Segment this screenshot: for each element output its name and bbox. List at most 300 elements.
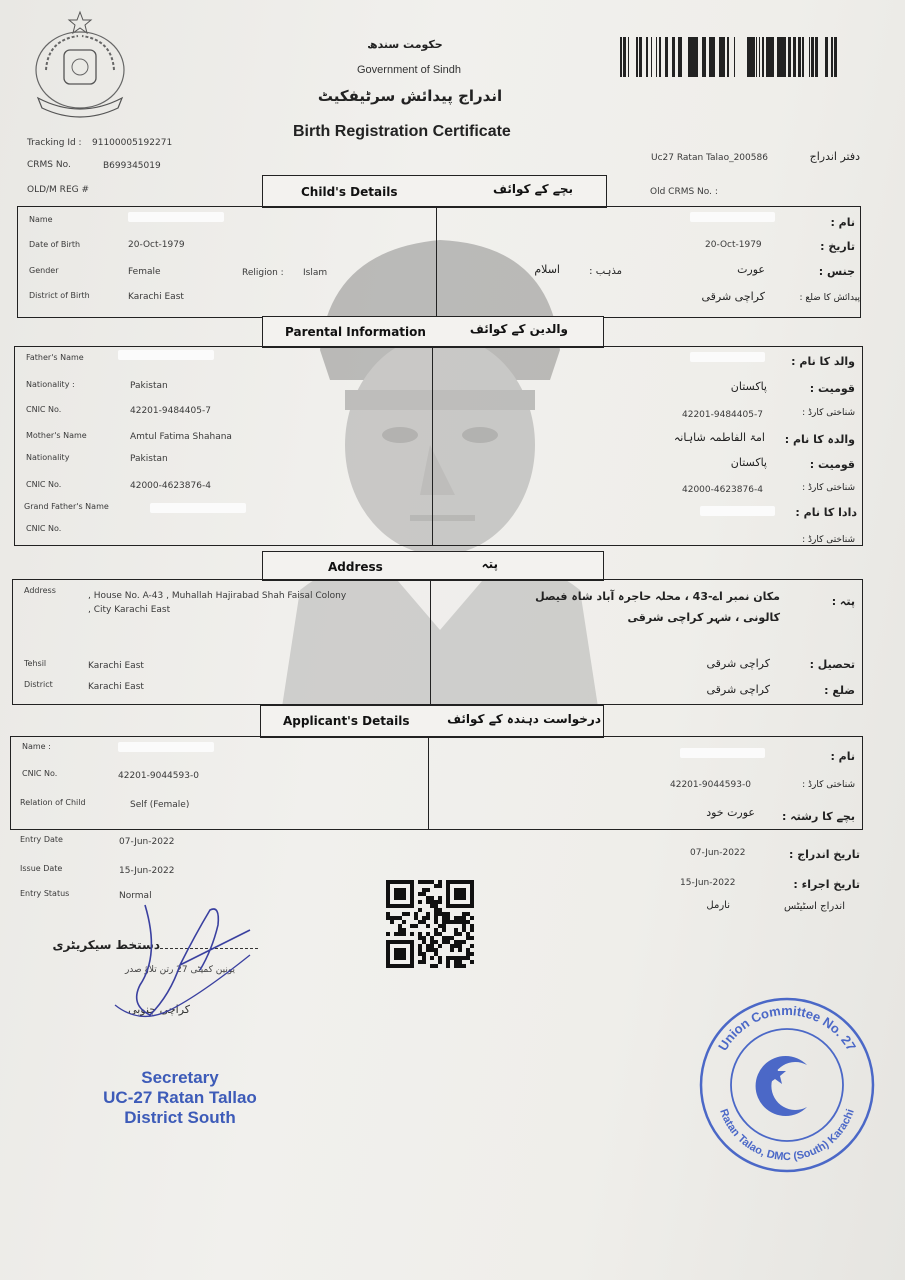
applicant-title-urdu: درخواست دہندہ کے کوائف bbox=[447, 712, 601, 726]
applicant-cnic-label-urdu: شناختی کارڈ : bbox=[802, 780, 855, 790]
qr-module bbox=[434, 900, 438, 904]
child-details-title-urdu: بچے کے کوائف bbox=[493, 182, 573, 196]
qr-module bbox=[422, 960, 426, 964]
nationality1-value-urdu: پاکستان bbox=[730, 380, 767, 393]
qr-module bbox=[430, 964, 434, 968]
qr-module bbox=[458, 960, 462, 964]
qr-module bbox=[466, 952, 470, 956]
barcode-bar bbox=[689, 37, 692, 77]
qr-module bbox=[430, 940, 434, 944]
barcode-bar bbox=[651, 37, 652, 77]
barcode-bar bbox=[825, 37, 828, 77]
govt-urdu: حکومت سندھ bbox=[367, 38, 443, 51]
barcode bbox=[620, 37, 840, 77]
secretary-line2: UC-27 Ratan Tallao bbox=[103, 1088, 257, 1107]
tracking-label: Tracking Id : bbox=[27, 138, 82, 148]
qr-module bbox=[454, 940, 458, 944]
barcode-bar bbox=[798, 37, 801, 77]
relation-value-urdu: عورت خود bbox=[706, 806, 755, 819]
qr-module bbox=[458, 916, 462, 920]
divider bbox=[432, 346, 433, 546]
qr-module bbox=[426, 900, 430, 904]
redacted-name bbox=[128, 212, 224, 222]
qr-module bbox=[426, 944, 430, 948]
qr-module bbox=[426, 924, 430, 928]
father-label-urdu: والد کا نام : bbox=[791, 355, 855, 368]
qr-module bbox=[414, 912, 418, 916]
cnic2-value: 42000-4623876-4 bbox=[130, 481, 211, 491]
barcode-bar bbox=[747, 37, 748, 77]
qr-module bbox=[418, 952, 422, 956]
qr-module bbox=[398, 924, 402, 928]
district-label-urdu-addr: ضلع : bbox=[824, 684, 855, 697]
qr-module bbox=[470, 924, 474, 928]
cnic3-label-urdu: شناختی کارڈ : bbox=[802, 535, 855, 545]
district-label-urdu: پیدائش کا ضلع : bbox=[799, 293, 860, 303]
district-value: Karachi East bbox=[88, 682, 144, 692]
secretary-line1: Secretary bbox=[141, 1068, 219, 1087]
divider bbox=[428, 736, 429, 830]
district-birth-label: District of Birth bbox=[29, 291, 90, 300]
qr-module bbox=[446, 964, 450, 968]
barcode-bar bbox=[656, 37, 657, 77]
sindh-emblem bbox=[28, 10, 132, 122]
gender-value-urdu: عورت bbox=[737, 263, 765, 276]
qr-module bbox=[418, 936, 422, 940]
qr-module bbox=[418, 932, 422, 936]
mother-name-value: Amtul Fatima Shahana bbox=[130, 432, 232, 442]
barcode-bar bbox=[748, 37, 750, 77]
parental-info-title-urdu: والدین کے کوائف bbox=[469, 322, 568, 336]
father-name-label: Father's Name bbox=[26, 353, 84, 362]
qr-module bbox=[454, 920, 458, 924]
address-header bbox=[262, 551, 604, 581]
entry-date-value: 07-Jun-2022 bbox=[119, 837, 175, 847]
qr-module bbox=[386, 916, 390, 920]
qr-module bbox=[422, 940, 426, 944]
cnic2-value-urdu-side: 42000-4623876-4 bbox=[682, 485, 763, 495]
barcode-bar bbox=[766, 37, 767, 77]
qr-module bbox=[402, 920, 406, 924]
redacted-grandfather-urdu bbox=[700, 506, 775, 516]
qr-module bbox=[454, 928, 458, 932]
stamp-bottom-text: Ratan Talao, DMC (South) Karachi bbox=[717, 1107, 857, 1164]
nationality2-label-urdu: قومیت : bbox=[809, 458, 855, 471]
qr-module bbox=[438, 924, 442, 928]
barcode-bar bbox=[659, 37, 660, 77]
qr-module bbox=[426, 932, 430, 936]
qr-module bbox=[402, 932, 406, 936]
qr-module bbox=[418, 880, 422, 884]
nationality1-label: Nationality : bbox=[26, 380, 75, 389]
entry-date-label-urdu: تاریخ اندراج : bbox=[789, 848, 860, 861]
barcode-bar bbox=[834, 37, 835, 77]
qr-module bbox=[426, 880, 430, 884]
barcode-bar bbox=[750, 37, 752, 77]
qr-module bbox=[442, 916, 446, 920]
qr-module bbox=[398, 928, 402, 932]
qr-module bbox=[434, 920, 438, 924]
qr-module bbox=[434, 916, 438, 920]
qr-module bbox=[422, 952, 426, 956]
grandfather-label-urdu: دادا کا نام : bbox=[795, 506, 857, 519]
entry-status-value-urdu: نارمل bbox=[706, 900, 730, 911]
issue-date-label-urdu: تاریخ اجراء : bbox=[793, 878, 860, 891]
qr-module bbox=[430, 944, 434, 948]
qr-module bbox=[458, 932, 462, 936]
barcode-bar bbox=[809, 37, 810, 77]
qr-module bbox=[438, 896, 442, 900]
relation-label: Relation of Child bbox=[20, 798, 86, 807]
qr-module bbox=[434, 952, 438, 956]
cnic1-value-urdu-side: 42201-9484405-7 bbox=[682, 410, 763, 420]
barcode-bar bbox=[702, 37, 705, 77]
barcode-bar bbox=[802, 37, 804, 77]
qr-module bbox=[434, 948, 438, 952]
issue-date-value-urdu-side: 15-Jun-2022 bbox=[680, 878, 736, 888]
signature-label-urdu: دستخط سیکریٹری bbox=[52, 938, 160, 952]
applicant-cnic-value: 42201-9044593-0 bbox=[118, 771, 199, 781]
dob-label: Date of Birth bbox=[29, 240, 81, 249]
barcode-bar bbox=[784, 37, 786, 77]
mother-label-urdu: والدہ کا نام : bbox=[784, 433, 855, 446]
qr-module bbox=[418, 900, 422, 904]
barcode-bar bbox=[620, 37, 622, 77]
gender-label: Gender bbox=[29, 266, 59, 275]
qr-module bbox=[450, 944, 454, 948]
qr-module bbox=[398, 932, 402, 936]
crms-value: B699345019 bbox=[103, 161, 161, 171]
address-line1: , House No. A-43 , Muhallah Hajirabad Shah Faisal Colony bbox=[88, 591, 347, 601]
qr-module bbox=[430, 956, 434, 960]
qr-module bbox=[442, 940, 446, 944]
qr-module bbox=[438, 960, 442, 964]
qr-module bbox=[446, 956, 450, 960]
qr-module bbox=[450, 920, 454, 924]
child-name-label: Name bbox=[29, 215, 53, 224]
issue-date-label: Issue Date bbox=[20, 864, 63, 873]
qr-module bbox=[418, 948, 422, 952]
crms-label: CRMS No. bbox=[27, 160, 71, 170]
nationality2-label: Nationality bbox=[26, 453, 70, 462]
applicant-name-label: Name : bbox=[22, 742, 51, 751]
qr-module bbox=[442, 928, 446, 932]
barcode-bar bbox=[688, 37, 689, 77]
title-english: Birth Registration Certificate bbox=[293, 123, 511, 140]
qr-module bbox=[462, 912, 466, 916]
divider bbox=[430, 579, 431, 705]
qr-module bbox=[466, 912, 470, 916]
qr-module bbox=[438, 900, 442, 904]
qr-finder bbox=[394, 948, 406, 960]
child-details-title: Child's Details bbox=[301, 185, 398, 199]
address-label-urdu: پتہ : bbox=[831, 595, 855, 608]
qr-module bbox=[426, 896, 430, 900]
qr-module bbox=[418, 944, 422, 948]
barcode-bar bbox=[722, 37, 724, 77]
barcode-bar bbox=[646, 37, 648, 77]
barcode-bar bbox=[680, 37, 682, 77]
qr-module bbox=[422, 892, 426, 896]
qr-module bbox=[458, 944, 462, 948]
barcode-bar bbox=[779, 37, 782, 77]
title-urdu: اندراج پیدائش سرٹیفکیٹ bbox=[317, 87, 503, 105]
qr-module bbox=[426, 916, 430, 920]
barcode-bar bbox=[767, 37, 769, 77]
entry-date-label: Entry Date bbox=[20, 835, 63, 844]
qr-module bbox=[462, 924, 466, 928]
address-line2-urdu: کالونی ، شہر کراچی شرقی bbox=[627, 611, 780, 624]
nationality2-value: Pakistan bbox=[130, 454, 168, 464]
qr-module bbox=[422, 956, 426, 960]
qr-module bbox=[450, 948, 454, 952]
qr-module bbox=[470, 928, 474, 932]
tehsil-label: Tehsil bbox=[24, 659, 47, 668]
qr-module bbox=[454, 932, 458, 936]
religion-label: Religion : bbox=[242, 268, 284, 278]
qr-module bbox=[438, 880, 442, 884]
old-reg-label: OLD/M REG # bbox=[27, 185, 90, 195]
qr-module bbox=[434, 908, 438, 912]
address-title-urdu: پتہ bbox=[481, 557, 498, 571]
qr-finder bbox=[394, 888, 406, 900]
qr-module bbox=[406, 912, 410, 916]
parental-info-box bbox=[14, 346, 863, 546]
qr-module bbox=[438, 884, 442, 888]
barcode-bar bbox=[709, 37, 710, 77]
govt-english: Government of Sindh bbox=[357, 64, 461, 76]
redacted-name-urdu bbox=[690, 212, 775, 222]
barcode-bar bbox=[660, 37, 661, 77]
qr-module bbox=[426, 888, 430, 892]
qr-module bbox=[442, 924, 446, 928]
qr-module bbox=[462, 956, 466, 960]
barcode-bar bbox=[811, 37, 814, 77]
qr-module bbox=[410, 932, 414, 936]
qr-module bbox=[462, 964, 466, 968]
qr-module bbox=[446, 916, 450, 920]
barcode-bar bbox=[719, 37, 722, 77]
qr-module bbox=[458, 948, 462, 952]
address-label: Address bbox=[24, 586, 56, 595]
union-committee-stamp bbox=[695, 995, 879, 1175]
address-title: Address bbox=[328, 560, 383, 574]
handwritten-signature bbox=[100, 895, 260, 1035]
child-name-label-urdu: نام : bbox=[830, 216, 855, 229]
qr-module bbox=[438, 944, 442, 948]
qr-module bbox=[454, 960, 458, 964]
barcode-bar bbox=[815, 37, 816, 77]
relation-value: Self (Female) bbox=[130, 800, 190, 810]
barcode-bar bbox=[752, 37, 755, 77]
gender-value: Female bbox=[128, 267, 161, 277]
qr-module bbox=[414, 916, 418, 920]
cnic2-label: CNIC No. bbox=[26, 480, 62, 489]
qr-module bbox=[394, 916, 398, 920]
qr-module bbox=[394, 932, 398, 936]
gender-label-urdu: جنس : bbox=[818, 265, 855, 278]
qr-module bbox=[466, 948, 470, 952]
barcode-bar bbox=[769, 37, 772, 77]
barcode-bar bbox=[756, 37, 757, 77]
qr-module bbox=[434, 884, 438, 888]
mother-name-label: Mother's Name bbox=[26, 431, 87, 440]
qr-module bbox=[386, 912, 390, 916]
qr-module bbox=[462, 920, 466, 924]
qr-module bbox=[438, 912, 442, 916]
qr-module bbox=[430, 880, 434, 884]
qr-module bbox=[438, 932, 442, 936]
divider bbox=[436, 206, 437, 318]
cnic2-label-urdu: شناختی کارڈ : bbox=[802, 483, 855, 493]
cnic3-label: CNIC No. bbox=[26, 524, 62, 533]
barcode-bar bbox=[625, 37, 626, 77]
secretary-stamp bbox=[60, 1068, 300, 1128]
barcode-bar bbox=[692, 37, 695, 77]
qr-module bbox=[454, 916, 458, 920]
old-crms-label: Old CRMS No. : bbox=[650, 187, 718, 197]
barcode-bar bbox=[762, 37, 764, 77]
redacted-applicant bbox=[118, 742, 214, 752]
qr-module bbox=[438, 956, 442, 960]
qr-module bbox=[422, 880, 426, 884]
barcode-bar bbox=[759, 37, 760, 77]
barcode-bar bbox=[831, 37, 833, 77]
barcode-bar bbox=[639, 37, 642, 77]
office-value: Uc27 Ratan Talao_200586 bbox=[651, 153, 768, 163]
office-urdu: دفتر اندراج bbox=[809, 150, 860, 163]
parental-info-title: Parental Information bbox=[285, 325, 426, 339]
signature-subtitle2-urdu: کراچی جنوبی bbox=[128, 1003, 190, 1016]
barcode-bar bbox=[788, 37, 791, 77]
qr-module bbox=[430, 948, 434, 952]
issue-date-value: 15-Jun-2022 bbox=[119, 866, 175, 876]
stamp-top-text: Union Committee No. 27 bbox=[715, 1002, 859, 1054]
qr-module bbox=[458, 920, 462, 924]
tracking-value: 91100005192271 bbox=[92, 138, 173, 148]
qr-module bbox=[434, 928, 438, 932]
qr-module bbox=[434, 932, 438, 936]
barcode-bar bbox=[710, 37, 712, 77]
signature-subtitle-urdu: یونین کمیٹی 27 رتن تلاؤ صدر bbox=[124, 965, 235, 975]
qr-module bbox=[426, 912, 430, 916]
qr-module bbox=[446, 920, 450, 924]
applicant-cnic-label: CNIC No. bbox=[22, 769, 58, 778]
barcode-bar bbox=[724, 37, 725, 77]
barcode-bar bbox=[623, 37, 625, 77]
barcode-bar bbox=[672, 37, 675, 77]
qr-module bbox=[434, 940, 438, 944]
barcode-bar bbox=[835, 37, 837, 77]
nationality1-value: Pakistan bbox=[130, 381, 168, 391]
grandfather-name-label: Grand Father's Name bbox=[24, 502, 109, 511]
qr-module bbox=[446, 912, 450, 916]
barcode-bar bbox=[678, 37, 680, 77]
barcode-bar bbox=[816, 37, 817, 77]
district-value-urdu-addr: کراچی شرقی bbox=[706, 683, 770, 696]
qr-module bbox=[454, 944, 458, 948]
dob-value-urdu-side: 20-Oct-1979 bbox=[705, 240, 762, 250]
barcode-bar bbox=[734, 37, 735, 77]
qr-module bbox=[430, 904, 434, 908]
qr-module bbox=[466, 920, 470, 924]
barcode-bar bbox=[714, 37, 715, 77]
qr-module bbox=[434, 964, 438, 968]
religion-value: Islam bbox=[303, 268, 328, 278]
tehsil-value-urdu: کراچی شرقی bbox=[706, 657, 770, 670]
barcode-bar bbox=[782, 37, 784, 77]
address-line1-urdu: مکان نمبر اے-43 ، محلہ حاجرہ آباد شاہ فیصل bbox=[535, 590, 780, 603]
barcode-bar bbox=[712, 37, 714, 77]
district-value-urdu: کراچی شرقی bbox=[701, 290, 765, 303]
qr-module bbox=[402, 912, 406, 916]
religion-value-urdu: اسلام bbox=[534, 263, 560, 276]
barcode-bar bbox=[628, 37, 629, 77]
nationality1-label-urdu: قومیت : bbox=[809, 382, 855, 395]
barcode-bar bbox=[727, 37, 729, 77]
entry-status-label: Entry Status bbox=[20, 889, 70, 898]
qr-module bbox=[422, 916, 426, 920]
cnic1-label: CNIC No. bbox=[26, 405, 62, 414]
barcode-bar bbox=[636, 37, 638, 77]
qr-module bbox=[430, 896, 434, 900]
entry-status-value: Normal bbox=[119, 891, 152, 901]
qr-module bbox=[462, 928, 466, 932]
qr-module bbox=[446, 960, 450, 964]
qr-module bbox=[386, 932, 390, 936]
secretary-line3: District South bbox=[124, 1108, 236, 1127]
redacted-father bbox=[118, 350, 214, 360]
qr-module bbox=[466, 936, 470, 940]
entry-date-value-urdu-side: 07-Jun-2022 bbox=[690, 848, 746, 858]
barcode-bar bbox=[777, 37, 779, 77]
qr-module bbox=[450, 936, 454, 940]
qr-module bbox=[390, 920, 394, 924]
qr-module bbox=[418, 920, 422, 924]
barcode-bar bbox=[772, 37, 774, 77]
qr-module bbox=[442, 912, 446, 916]
applicant-title: Applicant's Details bbox=[283, 714, 410, 728]
qr-module bbox=[442, 936, 446, 940]
applicant-header bbox=[260, 705, 604, 738]
qr-module bbox=[414, 924, 418, 928]
district-birth-value: Karachi East bbox=[128, 292, 184, 302]
qr-module bbox=[422, 920, 426, 924]
qr-module bbox=[418, 892, 422, 896]
barcode-bar bbox=[665, 37, 668, 77]
qr-module bbox=[462, 940, 466, 944]
qr-module bbox=[426, 948, 430, 952]
mother-value-urdu: امۃ الفاطمہ شاہانہ bbox=[673, 431, 765, 444]
qr-finder bbox=[454, 888, 466, 900]
qr-module bbox=[434, 904, 438, 908]
barcode-bar bbox=[705, 37, 706, 77]
qr-module bbox=[418, 908, 422, 912]
dob-label-urdu: تاریخ : bbox=[820, 240, 855, 253]
qr-module bbox=[458, 964, 462, 968]
qr-module bbox=[466, 932, 470, 936]
dob-value: 20-Oct-1979 bbox=[128, 240, 185, 250]
qr-module bbox=[470, 916, 474, 920]
qr-module bbox=[422, 888, 426, 892]
child-details-header bbox=[262, 175, 607, 208]
qr-code bbox=[386, 880, 474, 968]
qr-module bbox=[466, 956, 470, 960]
qr-module bbox=[450, 956, 454, 960]
qr-module bbox=[446, 940, 450, 944]
qr-module bbox=[422, 936, 426, 940]
barcode-bar bbox=[695, 37, 698, 77]
